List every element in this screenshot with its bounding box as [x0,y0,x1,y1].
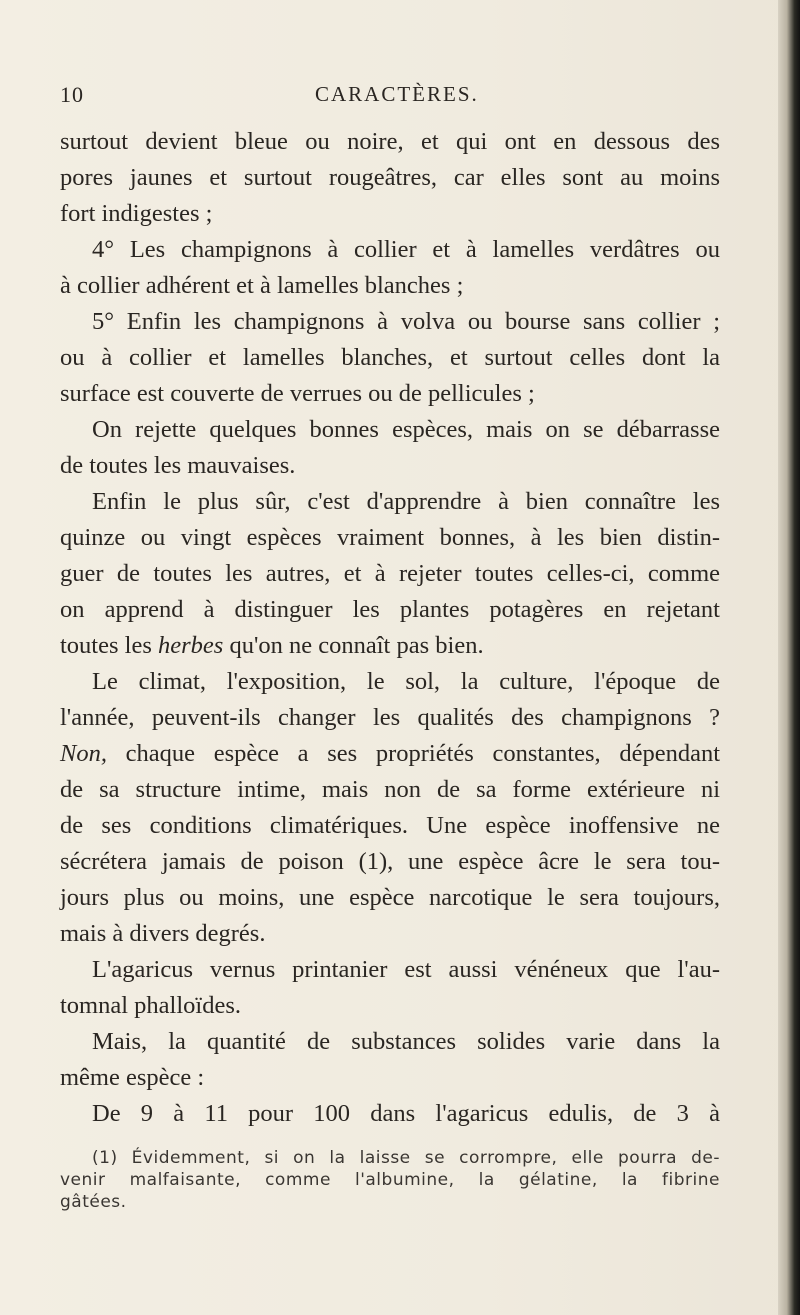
text-line: on apprend à distinguer les plantes potagères en rejetant [60,596,720,623]
italic-word: herbes [158,632,224,659]
text-fragment: qu'on ne connaît pas bien. [229,632,484,659]
page-edge-shadow [778,0,800,1315]
text-line: surface est couverte de verrues ou de pellicules ; [60,380,535,407]
text-line [60,736,720,772]
text-fragment: toutes les [60,632,152,659]
text-line: L'agaricus vernus printanier est aussi vénéneux que l'au- [92,956,720,983]
text-line: l'année, peuvent-ils changer les qualités des champignons ? [60,704,720,731]
text-line: quinze ou vingt espèces vraiment bonnes, à les bien distin- [60,524,720,551]
text-line: On rejette quelques bonnes espèces, mais on se débarrasse [92,416,720,443]
text-line: guer de toutes les autres, et à rejeter toutes celles-ci, comme [60,560,720,587]
text-line: de toutes les mauvaises. [60,452,296,479]
text-line: De 9 à 11 pour 100 dans l'agaricus edulis, de 3 à [92,1100,720,1127]
text-line: pores jaunes et surtout rougeâtres, car elles sont au moins [60,164,720,191]
text-line: à collier adhérent et à lamelles blanches ; [60,272,464,299]
text-line: jours plus ou moins, une espèce narcotique le sera toujours, [60,884,720,911]
running-header [60,82,760,112]
italic-word: Non, [60,740,107,767]
text-line: sécrétera jamais de poison (1), une espèce âcre le sera tou- [60,848,720,875]
text-line: fort indigestes ; [60,200,213,227]
text-line: Enfin le plus sûr, c'est d'apprendre à bien connaître les [92,488,720,515]
text-line: Mais, la quantité de substances solides varie dans la [92,1028,720,1055]
footnote-line: venir malfaisante, comme l'albumine, la gélatine, la fibrine [60,1170,720,1190]
text-line: mais à divers degrés. [60,920,266,947]
text-line: de sa structure intime, mais non de sa forme extérieure ni [60,776,720,803]
text-line [60,628,720,664]
footnote [60,1147,720,1213]
footnote-line: (1) Évidemment, si on la laisse se corrompre, elle pourra de- [92,1148,720,1168]
footnote-line: gâtées. [60,1192,127,1212]
text-line: 5° Enfin les champignons à volva ou bourse sans collier ; [92,308,720,335]
running-title: CARACTÈRES. [315,82,479,106]
text-line: surtout devient bleue ou noire, et qui ont en dessous des [60,128,720,155]
text-line: tomnal phalloïdes. [60,992,241,1019]
page-number: 10 [60,82,84,107]
text-fragment: chaque espèce a ses propriétés constantes, dépendant [125,740,721,767]
text-line: 4° Les champignons à collier et à lamelles verdâtres ou [92,236,720,263]
text-line: même espèce : [60,1064,205,1091]
text-line: Le climat, l'exposition, le sol, la culture, l'époque de [92,668,720,695]
body-text [60,124,720,1132]
text-line: de ses conditions climatériques. Une espèce inoffensive ne [60,812,720,839]
text-line: ou à collier et lamelles blanches, et surtout celles dont la [60,344,720,371]
